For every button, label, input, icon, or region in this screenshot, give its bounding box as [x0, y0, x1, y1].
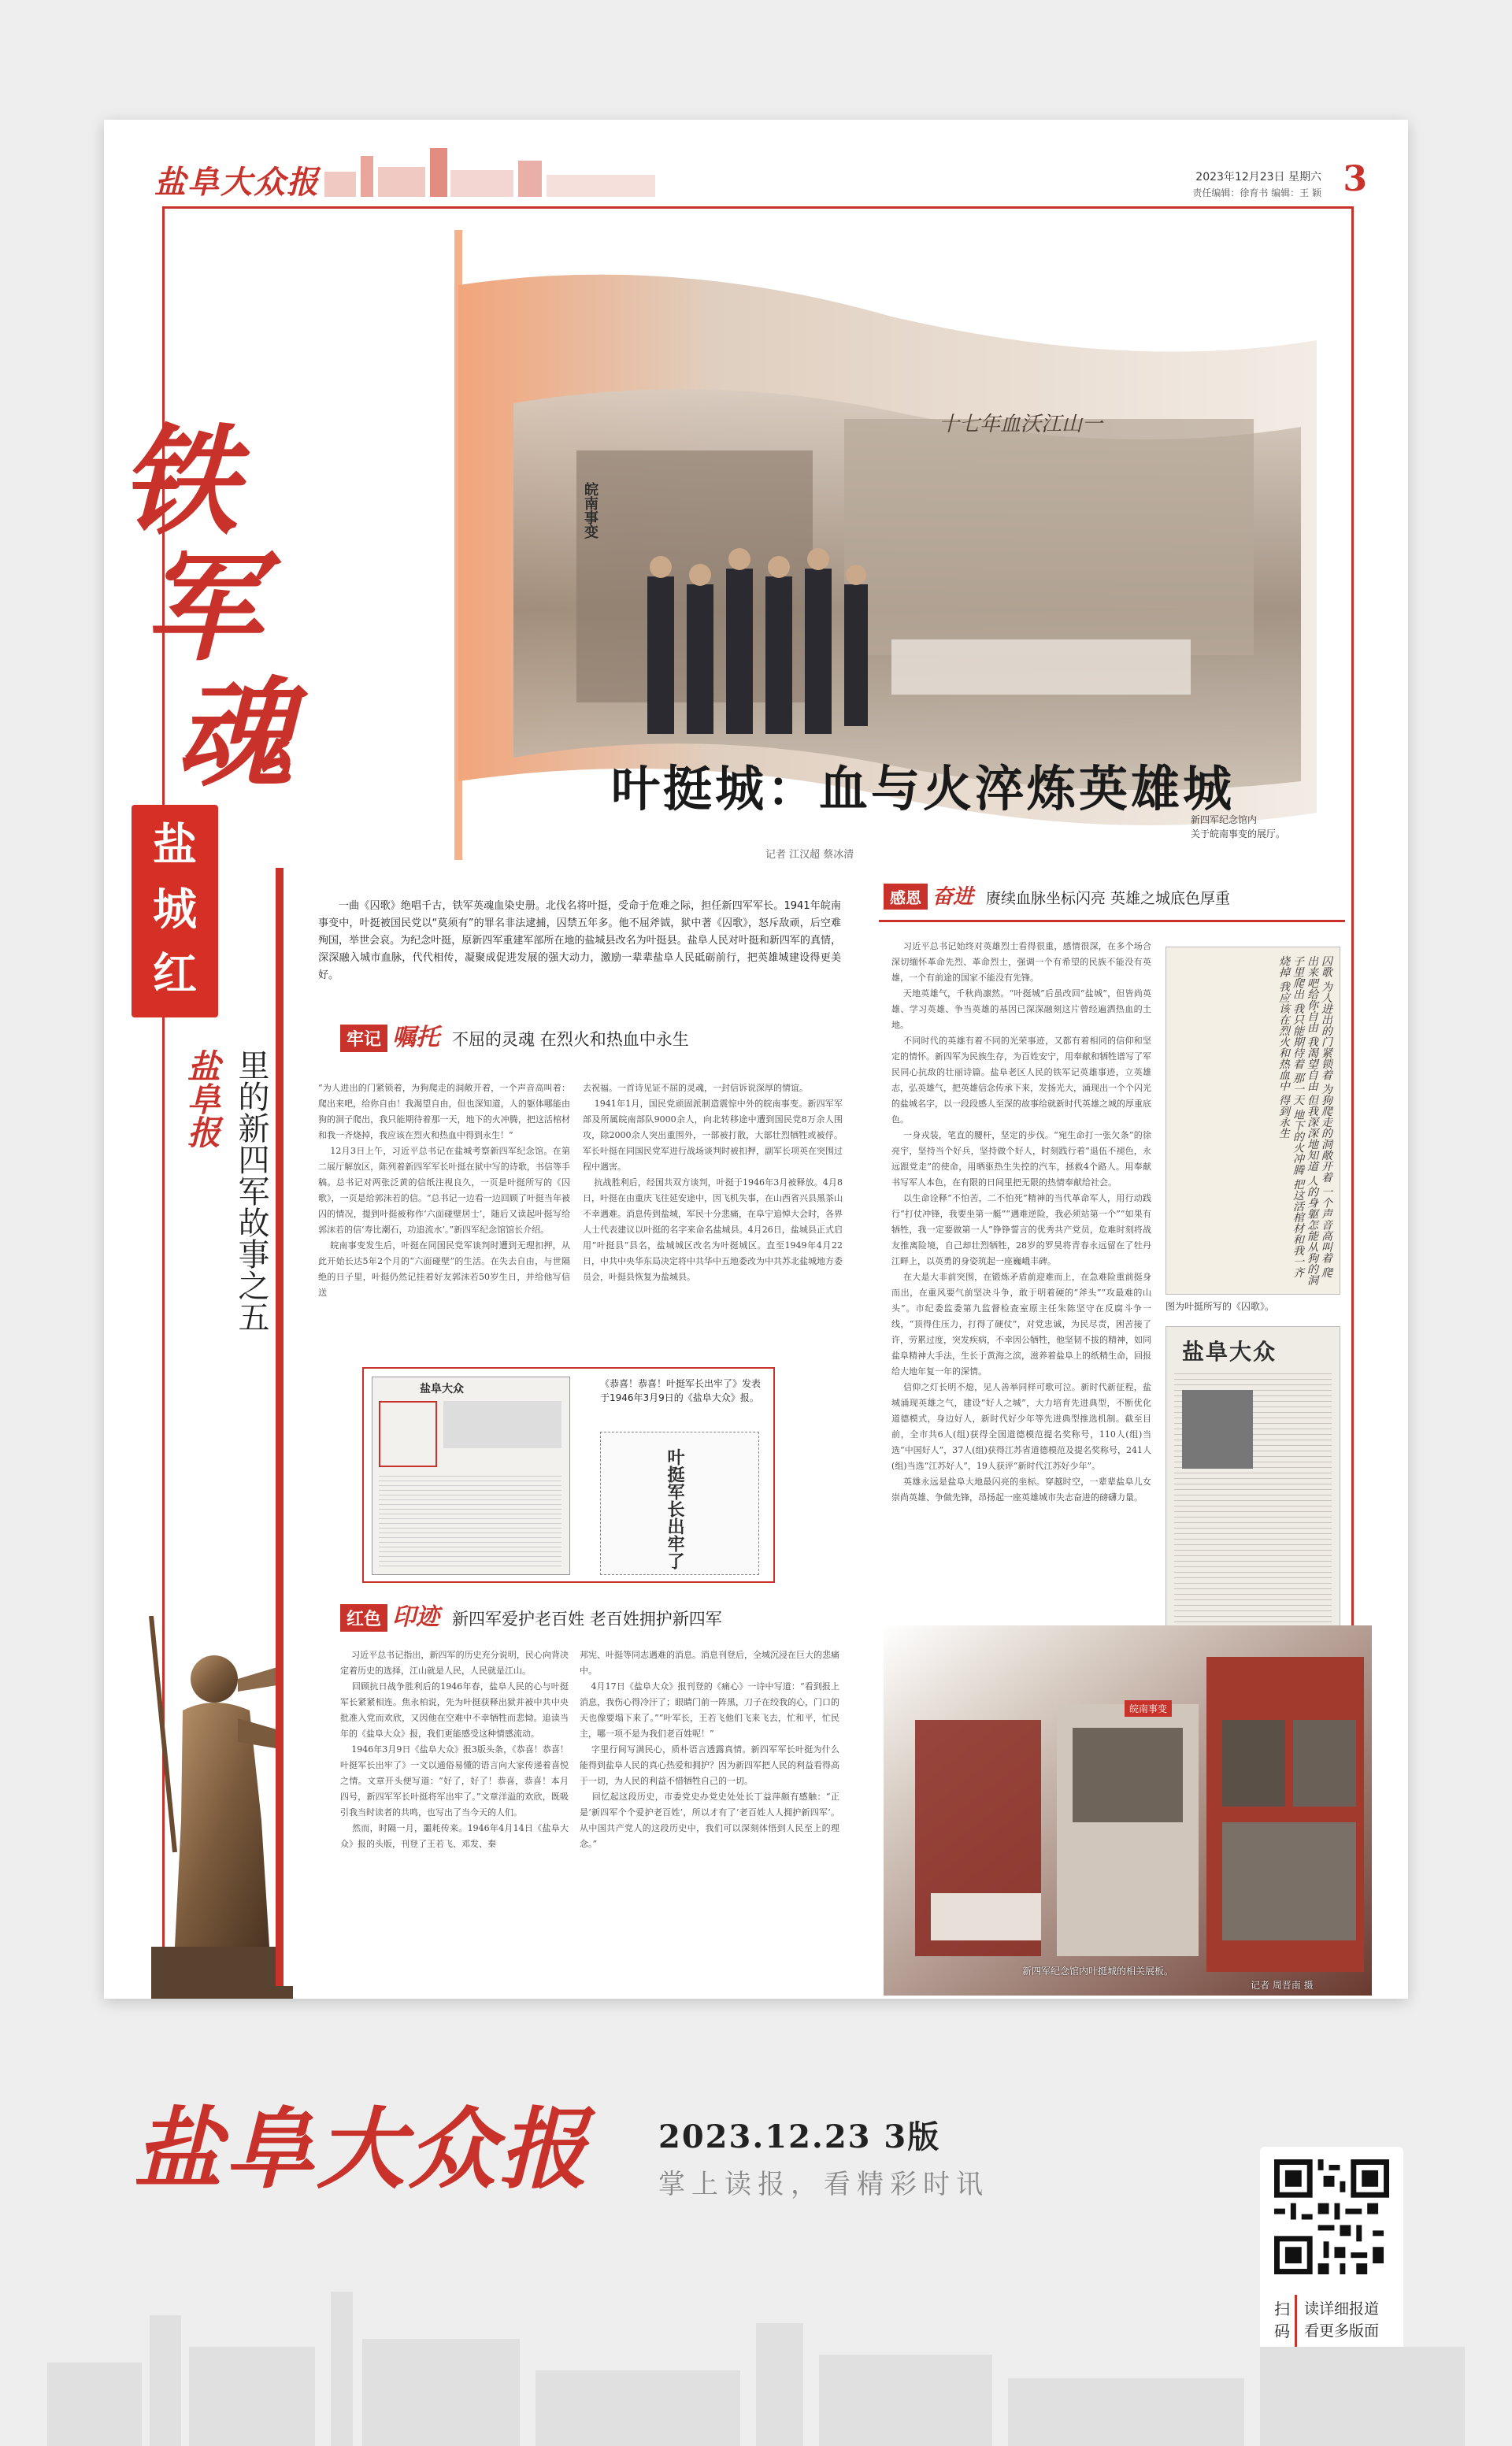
- manuscript-line: 我应该在烈火和热血中: [1277, 980, 1290, 1091]
- manuscript-line: 一个声音高叫着: [1320, 1186, 1332, 1264]
- footer-logo: 盐阜大众报: [134, 2098, 591, 2201]
- byline: 记者 江汉超 蔡冰清: [765, 849, 854, 861]
- section-1-tag-accent: 嘱托: [392, 1024, 440, 1051]
- prison-song-manuscript-image: [1166, 947, 1340, 1295]
- column-title-char-3: 魂: [175, 665, 294, 803]
- header-rule: [162, 206, 1351, 209]
- old-newspaper-image: [1166, 1326, 1340, 1658]
- manuscript-line: 为人进出的门紧锁着: [1320, 980, 1332, 1080]
- bottom-photo-caption: 新四军纪念馆内叶挺城的相关展板。: [1022, 1966, 1174, 1977]
- hall-wall-label: 皖南事变: [582, 482, 598, 539]
- photo-banner-label: 皖南事变: [1125, 1700, 1172, 1717]
- hall-banner-text: 十七年血沃江山一: [939, 413, 1103, 436]
- page-number: 3: [1343, 159, 1367, 199]
- qr-code-icon[interactable]: [1274, 2159, 1389, 2274]
- manuscript-line: 爬出来吧给你自由: [1306, 955, 1332, 1278]
- skyline-decoration: [324, 148, 655, 197]
- manuscript-line: 我只能期待着: [1292, 1002, 1304, 1069]
- section-2-tag: 红色: [340, 1604, 387, 1632]
- column-title-char-2: 军: [143, 539, 262, 677]
- qr-scan-label-char: 扫: [1274, 2300, 1290, 2318]
- manuscript-line: 得到永生: [1277, 1094, 1290, 1139]
- series-source: 盐阜报: [183, 1049, 221, 1148]
- manuscript-line: 但我深深地知道: [1306, 1094, 1318, 1172]
- top-photo-caption: 新四军纪念馆内 关于皖南事变的展厅。: [1191, 814, 1286, 839]
- qr-text-line: 看更多版面: [1304, 2322, 1380, 2340]
- section-2-title: 新四军爱护老百姓 老百姓拥护新四军: [452, 1610, 722, 1629]
- series-badge: [132, 805, 218, 1017]
- main-headline: 叶挺城：血与火淬炼英雄城: [610, 760, 1235, 817]
- clipping-zoom: [600, 1432, 759, 1575]
- manuscript-line: 囚歌: [1320, 955, 1332, 977]
- section-heading-3: [884, 880, 1340, 920]
- column-title: [120, 413, 294, 803]
- section-heading-2: [340, 1597, 860, 1636]
- series-badge-char-3: 红: [153, 948, 197, 1000]
- footer-skyline-decoration: [0, 2268, 1512, 2446]
- clipping-page-thumbnail: [372, 1377, 570, 1575]
- section-2-column-2: 邦宪、叶挺等同志遇难的消息。消息刊登后，全城沉浸在巨大的悲痛中。 4月17日《盐阜大众》报刊登的《痛心》一诗中写道：“看到报上消息，我伤心得冷汗了；眼睛门前一阵黑，刀子在绞我的心，门口的天也像要塌下来了。”“叶军长，王若飞他们飞来飞去，忙和平，忙民主，哪一项不是为我们老百姓呢！” 字里行间写满民心，质朴语言透露真情。新四军军长叶挺为什么能得到盐阜人民的真心热爱和拥护？因为新四军把人民的利益看得高于一切，为人民的利益不惜牺牲自己的一切。 回忆起这段历史，市委党史办党史处处长丁益萍颇有感触：“正是‘新四军个个爱护老百姓’，所以才有了‘老百姓人人拥护新四军’。从中国共产党人的这段历史中，我们可以深刻体悟到人民至上的理念。”: [580, 1650, 839, 1849]
- manuscript-line: 人的身躯怎能从狗的洞子里爬出: [1292, 955, 1318, 1286]
- section-3-tag-accent: 奋进: [932, 885, 974, 909]
- section-3-rule: [879, 920, 1345, 922]
- section-1-column-1: “为人进出的门紧锁着，为狗爬走的洞敞开着，一个声音高叫着：爬出来吧，给你自由！我渴望自由，但也深知道，人的躯体哪能由狗的洞子爬出，我只能期待着那一天，地下的火冲腾，把这活棺材和我一齐烧掉，我应该在烈火和热血中得到永生！” 12月3日上午，习近平总书记在盐城考察新四军纪念馆。在第二展厅解放区，陈列着新四军军长叶挺在狱中写的诗歌，书信等手稿。总书记对两张泛黄的信纸注视良久，一页是叶挺所写的《囚歌》，一页是给郭沫若的信。“总书记一边看一边回顾了叶挺当年被囚的情况，提到叶挺被称作‘六面碰壁居士’，随后又读起叶挺写给郭沫若的信‘寿比潮石，功追流水’。”新四军纪念馆馆长介绍。 皖南事变发生后，叶挺在同国民党军谈判时遭到无理扣押，从此开始长达5年2个月的“六面碰壁”的生活。在失去自由，与世隔绝的日子里，叶挺仍然记挂着好友郭沫若50岁生日，并给他写信送: [318, 1083, 570, 1298]
- masthead-logo: 盐阜大众报: [154, 164, 320, 201]
- section-heading-1: [340, 1017, 860, 1057]
- manuscript-line: 我渴望自由: [1306, 1036, 1318, 1091]
- series-subtitle: 里的新四军故事之五: [233, 1049, 269, 1332]
- newspaper-clipping: [362, 1367, 775, 1583]
- column-title-char-1: 铁: [120, 413, 239, 551]
- qr-scan-label-char: 码: [1274, 2322, 1290, 2340]
- newspaper-page: [104, 120, 1408, 1999]
- section-2-tag-accent: 印迹: [392, 1603, 440, 1631]
- right-frame-rule: [1351, 206, 1354, 1655]
- manuscript-line: 把这活棺材和我一齐烧掉: [1277, 955, 1304, 1278]
- issue-date: 2023年12月23日 星期六: [1195, 171, 1321, 183]
- manuscript-line: 为狗爬走的洞敞开着: [1320, 1083, 1332, 1183]
- footer-slogan: 掌上读报，看精彩时讯: [658, 2169, 989, 2200]
- old-newspaper-masthead: 盐阜大众: [1182, 1339, 1277, 1365]
- series-badge-char-1: 盐: [153, 819, 197, 871]
- section-2-column-1: 习近平总书记指出，新四军的历史充分说明，民心向背决定着历史的选择，江山就是人民，人民就是江山。 回顾抗日战争胜利后的1946年春，盐阜人民的心与叶挺军长紧紧相连。焦永柏说，先为叶挺获释出狱并被中共中央批准入党而欢欣，又因他在空难中不幸牺牲而悲恸。追读当年的《盐阜大众》报，我们更能感受这种情感流动。 1946年3月9日《盐阜大众》报3版头条，《恭喜！恭喜！叶挺军长出牢了》一文以通俗易懂的语言向大家传递着喜悦之情。文章开头便写道：“好了，好了！恭喜，恭喜！本月四号，新四军军长叶挺将军出牢了。”文章洋溢的欢欣，既吸引我当时读者的共鸣，也写出了当今天的人们。 然而，时隔一月，噩耗传来。1946年4月14日《盐阜大众》报的头版，刊登了王若飞、邓发、秦: [340, 1650, 569, 1849]
- section-3-text: 习近平总书记始终对英雄烈士看得很重，感情很深，在多个场合深切缅怀革命先烈、革命烈士，强调一个有希望的民族不能没有英雄，一个有前途的国家不能没有先锋。 天地英雄气，千秋尚凛然。“叶挺城”后虽改回“盐城”，但皆尚英雄、学习英雄、争当英雄的基因已深深融刻这片曾经遍洒热血的土地。 不同时代的英雄有着不同的光荣事迹，又都有着相同的信仰和坚定的情怀。新四军为民族生存，为百姓安宁，用奉献和牺牲谱写了军民同心抗敌的壮丽诗篇。盐阜老区人民的铁军记英雄事迹，立英雄志，弘英雄气，把英雄信念传承下来，发扬光大，涌现出一个个闪光的盐城名字，以一段段感人至深的故事给就新时代英雄之城的厚重底色。 一身戎装，笔直的腰杆，坚定的步伐。“宛生命打一张欠条”的徐亮宇，坚持当个好兵，坚持做个好人，时刻践行着“退伍不褪色，永远跟党走”的使命，用晒驱热生失控的汽车，拯救4个路人。用奉献书写军人本色，在有限的日间里把无限的热情奉献给社会。 以生命诠释“不怕苦，二不怕死”精神的当代革命军人，用行动践行“打仗冲锋，我要坐第一艇”“遇难逆险，我必须站第一个”“如果有牺牲，我一定要做第一人”铮铮誓言的优秀共产党员，危难时刻将战友推离险境，自己却壮烈牺牲，28岁的罗昊将青春永远留在了牡丹江畔上，以英勇的身姿筑起一座巍峨丰碑。 在大是大非前突围，在锻炼矛盾前迎难而上，在急难险重前挺身而出，在重风要气前坚决斗争，敢于明着硬的“斧头”“攻最难的山头”。市纪委监委第九监督检查室原主任朱陈坚守在反腐斗争一线，“顶得住压力，打得了硬仗”，对党忠诚，为民尽责，困苦接了许，劳累过度，突发疾病，不幸因公牺牲，他坚韧不拔的精神，如同盐阜精神大手法，生长于黄海之滨，滋养着盐阜上的纸精生命，回报给大地年复一年的深情。 信仰之灯长明不熄，见人善举同样可歌可泣。新时代新征程，盐城涌现英雄之气，建设“好人之城”，大力培育先进典型，不断优化道德模式，身边好人，新时代好少年等先进典型推选机制。截至目前，全市共6人(组)获得全国道德模范提名奖称号，110人(组)当选“中国好人”，37人(组)获得江苏省道德模范及提名奖称号，241人(组)当选“江苏好人”，19人获评“新时代江苏好少年”。 英雄永远是盐阜大地最闪亮的坐标。穿越时空，一辈辈盐阜儿女崇尚英雄、争做先锋，昂扬起一座英雄城市失志奋进的磅礴力量。: [891, 941, 1151, 1503]
- clipping-masthead: 盐阜大众: [420, 1383, 464, 1395]
- footer-date: 2023.12.23 3版: [658, 2118, 941, 2155]
- section-1-tag: 牢记: [340, 1025, 387, 1052]
- manuscript-line: 地下的火冲腾: [1292, 1109, 1304, 1176]
- clipping-headline: 叶挺军长出牢了: [665, 1448, 685, 1570]
- section-1-title: 不屈的灵魂 在烈火和热血中永生: [452, 1030, 689, 1049]
- manuscript-caption: 图为叶挺所写的《囚歌》。: [1166, 1301, 1275, 1312]
- series-badge-char-2: 城: [153, 884, 197, 936]
- editor-line: 责任编辑：徐育书 编辑：王 颖: [1192, 187, 1321, 198]
- qr-text-line: 读详细报道: [1304, 2300, 1380, 2318]
- clipping-note: 《恭喜！恭喜！叶挺军长出牢了》发表于1946年3月9日的《盐阜大众》报。: [600, 1378, 762, 1403]
- lead-paragraph: 一曲《囚歌》绝唱千古，铁军英魂血染史册。北伐名将叶挺，受命于危难之际，担任新四军军长。1941年皖南事变中，叶挺被国民党以“莫须有”的罪名非法逮捕，囚禁五年多。他不屈斧钺，狱中著《囚歌》，怒斥敌顽，后空难殉国，举世会哀。为纪念叶挺，原新四军重建军部所在地的盐城县改名为叶挺县。盐阜人民对叶挺和新四军的真情，深深融入城市血脉，代代相传，凝聚成促进发展的强大动力，激励一辈辈盐阜人民砥砺前行，把英雄城建设得更美好。: [318, 900, 841, 981]
- manuscript-line: 那一天: [1292, 1072, 1304, 1106]
- photo-credit: 记者 周晋南 摄: [1251, 1980, 1314, 1991]
- memorial-hall-photo: [884, 1625, 1372, 1996]
- section-3-tag: 感恩: [884, 884, 928, 910]
- section-1-column-2: 去祝福。一首诗见证不屈的灵魂，一封信诉说深厚的情谊。 1941年1月，国民党顽固派制造震惊中外的皖南事变。新四军军部及所属皖南部队9000余人，向北转移途中遭到国民党8万余人围攻，除2000余人突出重围外，一部被打散，大部壮烈牺牲或被俘。军长叶挺在同国民党军进行战场谈判时被扣押，副军长项英在突围过程中遇害。 抗战胜利后，经国共双方谈判，叶挺于1946年3月被释放。4月8日，叶挺在由重庆飞往延安途中，因飞机失事，在山西省兴县黑茶山不幸遇难。消息传到盐城，军民十分悲痛，在阜宁追悼大会时，各界人士代表建议以叶挺的名字来命名盐城县。4月26日，盐城县正式启用“叶挺县”县名，盐城城区改名为叶挺城区。直至1949年4月22日，中共中央华东局决定将中共华中五地委改为中共苏北盐城地方委员会，叶挺县恢复为盐城县。: [583, 1083, 843, 1282]
- section-3-title: 赓续血脉坐标闪亮 英雄之城底色厚重: [986, 890, 1231, 907]
